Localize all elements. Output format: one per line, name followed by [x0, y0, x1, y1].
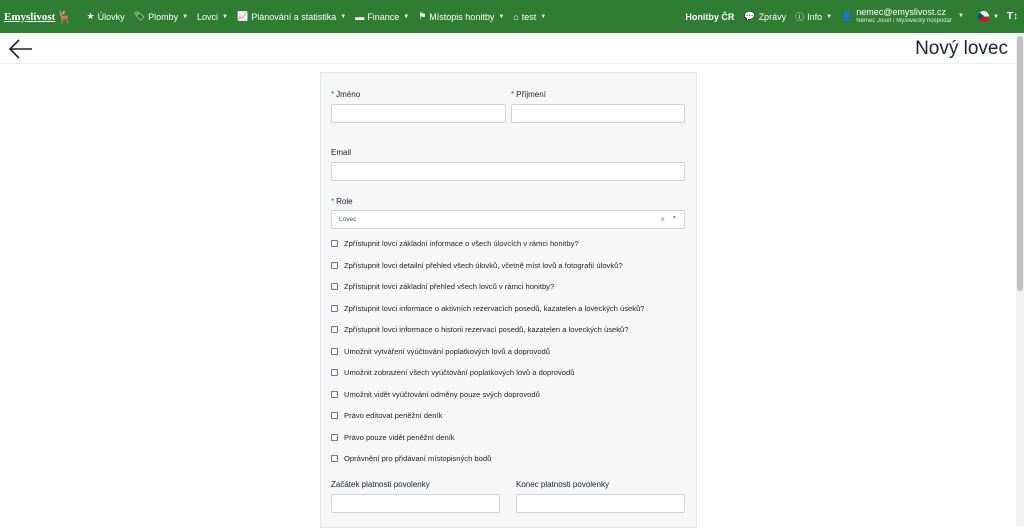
checkbox[interactable] — [331, 455, 338, 462]
nav-item-4[interactable] — [355, 12, 409, 22]
last-name-input[interactable] — [511, 104, 685, 123]
chevron-down-icon[interactable]: ▼ — [992, 13, 999, 20]
signpost-icon: ⚑ — [418, 11, 427, 21]
checkbox-label: Zpřístupnit lovci základní přehled všech lovců v rámci honitby? — [344, 282, 555, 291]
messages-link[interactable] — [744, 11, 786, 22]
chevron-down-icon: ▼ — [498, 13, 505, 20]
nav-menu — [87, 11, 556, 22]
checkbox-label: Zpřístupnit lovci informace o aktivních rezervacích posedů, kazatelen a loveckých úseků? — [344, 303, 645, 313]
role-select[interactable] — [331, 210, 685, 229]
brand-name: Emyslivost — [4, 10, 56, 23]
nav-item-2[interactable] — [197, 12, 228, 22]
star-icon: ★ — [86, 11, 95, 21]
permit-end-label: Konec platnosti povolenky — [516, 480, 609, 489]
tags-icon: 🏷 — [133, 11, 146, 21]
checkbox-label: Oprávnění pro přidávaní místopisných bodů — [344, 454, 492, 463]
permission-checkbox-row[interactable] — [331, 411, 442, 420]
chevron-down-icon: ▼ — [826, 13, 833, 20]
deer-icon: 🦌 — [56, 8, 73, 24]
chevron-down-icon: ▼ — [222, 13, 228, 20]
text-size-toggle[interactable]: T↕ — [1006, 11, 1018, 22]
clear-icon[interactable]: × — [660, 215, 665, 224]
page-title: Nový lovec — [915, 38, 1008, 59]
user-role: Němec Josef / Myslivecký hospodář — [856, 18, 952, 25]
nav-item-label: Finance — [367, 11, 400, 22]
user-menu[interactable] — [841, 8, 964, 24]
nav-item-label: test — [521, 11, 537, 22]
checkbox[interactable] — [331, 326, 338, 333]
last-name-label: * Příjmení — [511, 90, 546, 99]
checkbox-label: Zpřístupnit lovci detailní přehled všech úlovků, včetně míst lovů a fotografií úlovků? — [344, 260, 623, 270]
czech-flag-icon[interactable] — [978, 11, 989, 22]
nav-item-6[interactable] — [513, 12, 546, 22]
info-menu[interactable] — [795, 10, 832, 23]
nav-item-label: Lovci — [197, 11, 219, 22]
permit-start-input[interactable] — [331, 494, 500, 513]
checkbox-label: Zpřístupnit lovci základní informace o všech úlovcích v rámci honitby? — [344, 239, 579, 248]
nav-item-5[interactable] — [418, 11, 504, 22]
permission-checkbox-row[interactable] — [331, 282, 554, 291]
permission-checkbox-row[interactable] — [331, 304, 645, 313]
home-icon: ⌂ — [513, 11, 519, 22]
user-icon: 👤 — [841, 10, 853, 21]
comments-icon: 💬 — [744, 11, 756, 21]
hunting-grounds-link[interactable]: Honitby ČR — [685, 11, 735, 22]
nav-item-3[interactable] — [237, 11, 346, 22]
permission-checkbox-row[interactable] — [331, 261, 623, 270]
permission-checkbox-row[interactable] — [331, 239, 579, 248]
nav-item-label: Plánování a statistika — [251, 11, 337, 22]
chevron-down-icon: ▼ — [957, 13, 964, 20]
top-navbar — [0, 0, 1024, 33]
checkbox[interactable] — [331, 412, 338, 419]
chart-icon: 📈 — [237, 11, 249, 21]
money-icon: ▬ — [355, 11, 365, 22]
checkbox[interactable] — [331, 240, 338, 247]
first-name-label: * Jméno — [331, 90, 361, 99]
chevron-down-icon: ▼ — [182, 13, 189, 20]
permission-checkbox-row[interactable] — [331, 454, 491, 463]
checkbox[interactable] — [331, 369, 338, 376]
scrollbar-thumb[interactable] — [1017, 36, 1023, 291]
checkbox-label: Umožnit vidět vyúčtování odměny pouze svých doprovodů — [344, 389, 540, 399]
chevron-down-icon: ▼ — [403, 13, 410, 20]
nav-right — [685, 0, 1018, 33]
checkbox-label: Umožnit vytváření vyúčtování poplatkových lovů a doprovodů — [344, 346, 550, 356]
permission-checkbox-row[interactable] — [331, 347, 550, 356]
checkbox-label: Právo editovat peněžní deník — [344, 411, 443, 420]
email-input[interactable] — [331, 162, 685, 181]
checkbox-label: Zpřístupnit lovci informace o historii rezervací posedů, kazatelen a loveckých úseků? — [344, 325, 629, 334]
checkbox-label: Právo pouze vidět peněžní deník — [344, 432, 455, 442]
info-circle-icon: ⓘ — [795, 12, 805, 22]
role-label: * Role — [331, 197, 353, 206]
chevron-down-icon[interactable]: ▼ — [672, 215, 677, 221]
checkbox[interactable] — [331, 262, 338, 269]
checkbox[interactable] — [331, 283, 338, 290]
first-name-input[interactable] — [331, 104, 506, 123]
header-divider — [0, 63, 1024, 64]
checkbox[interactable] — [331, 434, 338, 441]
user-email: nemec@emyslivost.cz — [856, 7, 946, 18]
permission-checkbox-row[interactable] — [331, 325, 628, 334]
chevron-down-icon: ▼ — [540, 13, 547, 20]
nav-item-1[interactable] — [134, 11, 188, 22]
messages-label: Zprávy — [758, 11, 787, 22]
permission-checkbox-row[interactable] — [331, 368, 574, 377]
nav-item-0[interactable] — [87, 11, 125, 22]
permission-checkbox-row[interactable] — [331, 390, 540, 399]
email-label: Email — [331, 148, 352, 157]
nav-item-label: Plomby — [148, 11, 179, 22]
chevron-down-icon: ▼ — [340, 13, 347, 20]
permission-checkbox-row[interactable] — [331, 433, 455, 442]
role-selected-value: Lovec — [339, 216, 357, 223]
checkbox[interactable] — [331, 348, 338, 355]
checkbox[interactable] — [331, 391, 338, 398]
permit-start-label: Začátek platnosti povolenky — [331, 480, 430, 489]
permit-end-input[interactable] — [516, 494, 685, 513]
checkbox-label: Umožnit zobrazení všech vyúčtování poplatkových lovů a doprovodů — [344, 368, 575, 377]
back-arrow-icon[interactable] — [8, 38, 34, 60]
info-label: Info — [807, 11, 823, 22]
checkbox[interactable] — [331, 305, 338, 312]
nav-item-label: Úlovky — [97, 11, 125, 22]
brand-logo[interactable] — [4, 9, 73, 25]
nav-item-label: Místopis honitby — [429, 11, 495, 22]
